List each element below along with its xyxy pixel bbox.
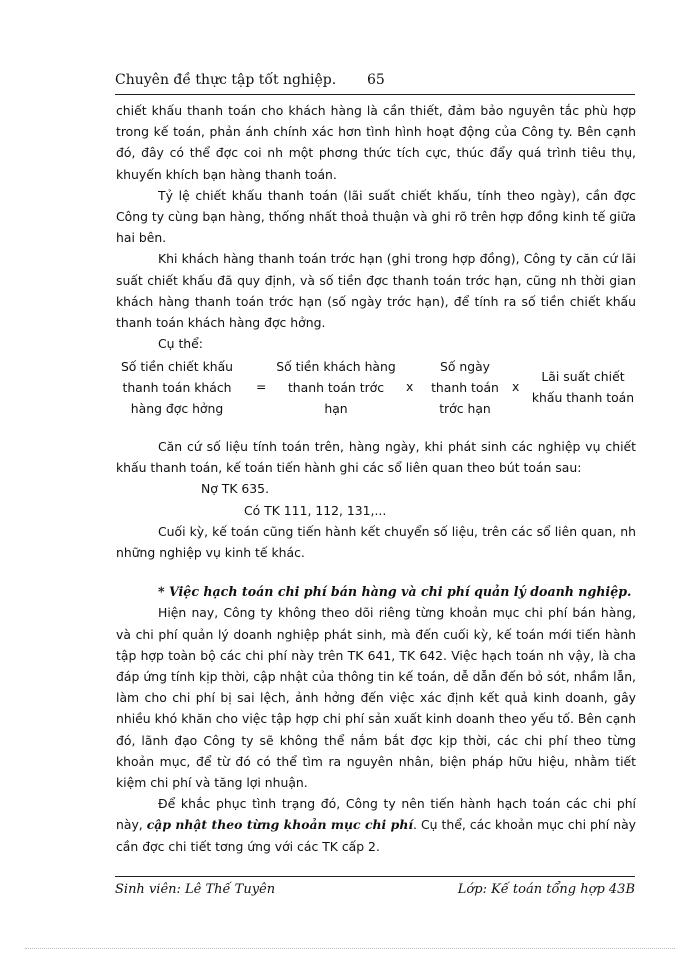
journal-entry-debit: Nợ TK 635. (201, 481, 270, 497)
section-heading: * Việc hạch toán chi phí bán hàng và chi phí quản lý doanh nghiệp. (158, 584, 632, 600)
student-name: Sinh viên: Lê Thế Tuyên (115, 882, 276, 897)
paragraph-early-payment: Khi khách hàng thanh toán trớc hạn (ghi trong hợp đồng), Công ty căn cứ lãi suất chiết khấu đã quy định, và số tiền đợc thanh toán trớc hạn, cũng nh thời gian khách hàng thanh toán trớc hạn (số ngày trớc hạn), để tính ra số tiền chiết khấu thanh toán khách hàng đợc hởng. (116, 251, 636, 331)
page-body (116, 100, 636, 354)
page-bottom-divider (25, 948, 675, 949)
formula-term-days-early: Số ngày thanh toán trớc hạn (431, 359, 499, 416)
recommendation-text: Để khắc phục tình trạng đó, Công ty nên tiến hành hạch toán các chi phí này, (116, 796, 636, 833)
formula-equals-sign: = (256, 379, 267, 394)
journal-entry-credit: Có TK 111, 112, 131,... (244, 502, 387, 518)
document-title: Chuyên đề thực tập tốt nghiệp. (115, 72, 337, 88)
paragraph-period-end: Cuối kỳ, kế toán cũng tiến hành kết chuyển số liệu, trên các sổ liên quan, nh những nghiệp vụ kinh tế khác. (116, 523, 636, 561)
paragraph-discount-justification: chiết khấu thanh toán cho khách hàng là cần thiết, đảm bảo nguyên tắc phù hợp trong kế toán, phản ánh chính xác hơn tình hình hoạt động của Công ty. Bên cạnh đó, đây có thể đợc coi nh một phơng thức tích cực, thúc đẩy quá trình tiêu thụ, khuyến khích bạn hàng thanh toán. (116, 103, 636, 182)
formula-term-early-amount: Số tiền khách hàng thanh toán trớc hạn (276, 359, 396, 416)
paragraph-discount-rate: Tỷ lệ chiết khấu thanh toán (lãi suất chiết khấu, tính theo ngày), cần đợc Công ty cùng bạn hàng, thống nhất thoả thuận và ghi rõ trên hợp đồng kinh tế giữa hai bên. (116, 187, 636, 246)
formula-term-discount-rate: Lãi suất chiết khấu thanh toán (531, 369, 635, 405)
formula-multiply-sign: x (406, 379, 414, 394)
page-number: 65 (367, 72, 385, 88)
page-footer (115, 876, 635, 897)
paragraph-recording: Căn cứ số liệu tính toán trên, hàng ngày, khi phát sinh các nghiệp vụ chiết khấu thanh toán, kế toán tiến hành ghi các sổ liên quan theo bút toán sau: (116, 439, 636, 476)
page-body-continued (116, 436, 636, 857)
formula-term-discount-amount: Số tiền chiết khấu thanh toán khách hàng đợc hởng (120, 359, 234, 416)
paragraph-recommendation (116, 793, 636, 857)
paragraph-current-practice: Hiện nay, Công ty không theo dõi riêng từng khoản mục chi phí bán hàng, và chi phí quản lý doanh nghiệp phát sinh, mà đến cuối kỳ, kế toán mới tiến hành tập hợp toàn bộ các chi phí này trên TK 641, TK 642. Việc hạch toán nh vậy, là cha đáp ứng tính kịp thời, cập nhật của thông tin kế toán, dễ dẫn đến bỏ sót, nhầm lẫn, làm cho chi phí bị sai lệch, ảnh hởng đến việc xác định kết quả kinh doanh, gây nhiều khó khăn cho việc tập hợp chi phí sản xuất kinh doanh theo yếu tố. Bên cạnh đó, lãnh đạo Công ty sẽ không thể nắm bắt đợc kịp thời, các chi phí theo từng khoản mục, để từ đó có thể tìm ra nguyên nhân, biện pháp hữu hiệu, nhằm tiết kiệm chi phí và tăng lợi nhuận. (116, 605, 636, 791)
recommendation-emphasis: cập nhật theo từng khoản mục chi phí (146, 817, 414, 833)
discount-formula (116, 352, 636, 428)
formula-multiply-sign: x (512, 379, 520, 394)
paragraph-specifically: Cụ thể: (158, 336, 203, 352)
class-name: Lớp: Kế toán tổng hợp 43B (457, 882, 635, 897)
page-header (115, 72, 635, 95)
recommendation-text-end: . Cụ thể, các khoản mục chi phí này cần đợc chi tiết tơng ứng với các TK cấp 2. (116, 817, 636, 854)
